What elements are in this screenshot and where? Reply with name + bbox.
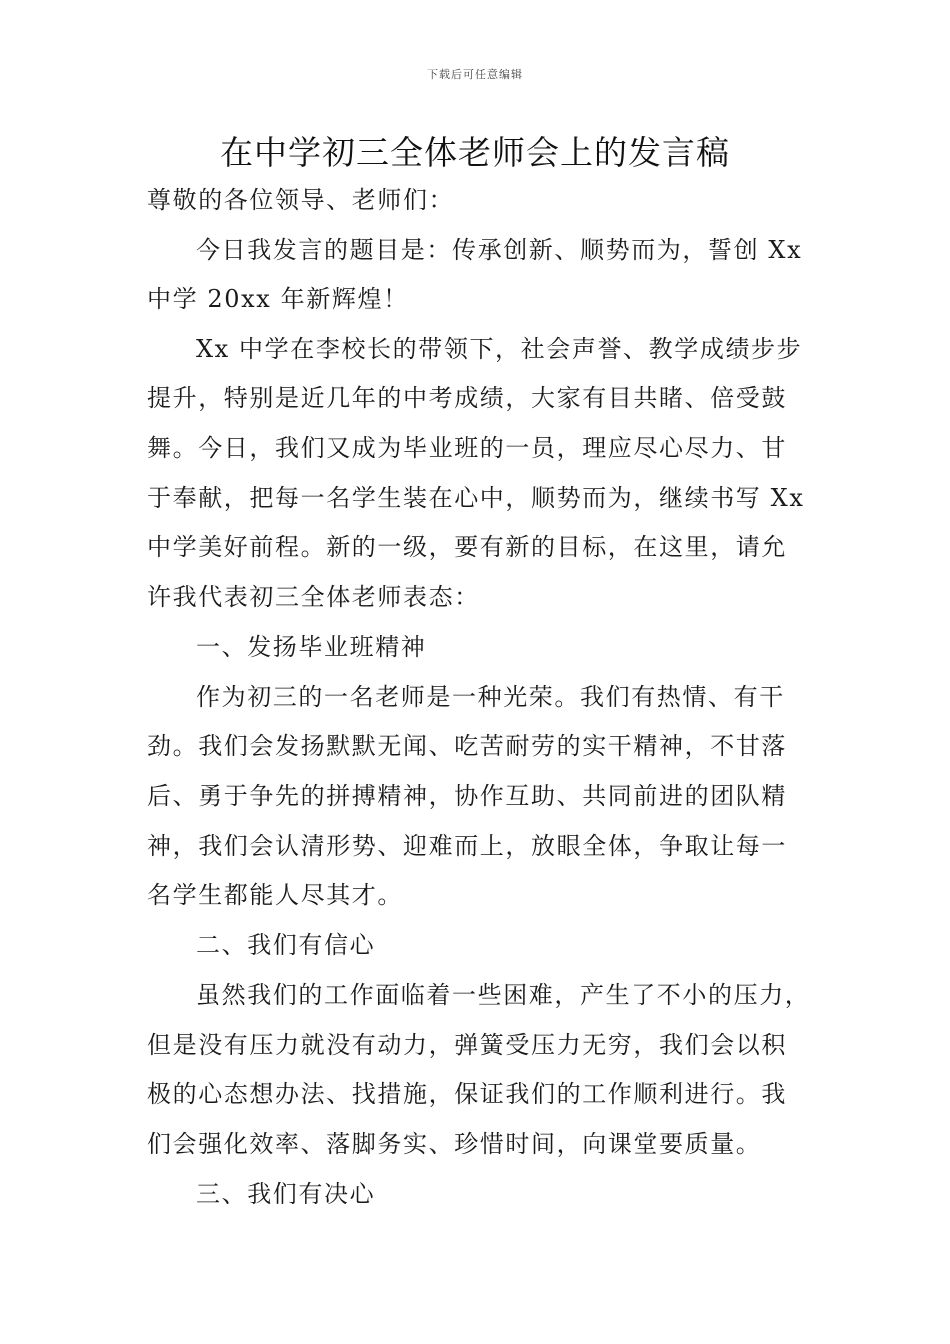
paragraph-line: 中学 20xx 年新辉煌！ — [147, 285, 409, 313]
paragraph-line: 中学美好前程。新的一级，要有新的目标，在这里，请允 — [147, 533, 787, 561]
paragraph-line: 后、勇于争先的拼搏精神，协作互助、共同前进的团队精 — [147, 782, 787, 810]
section-heading: 二、我们有信心 — [196, 931, 376, 959]
document-title: 在中学初三全体老师会上的发言稿 — [220, 133, 730, 172]
paragraph-line: 许我代表初三全体老师表态： — [147, 583, 480, 611]
paragraph-line: 极的心态想办法、找措施，保证我们的工作顺利进行。我 — [147, 1080, 787, 1108]
paragraph-line: 今日我发言的题目是：传承创新、顺势而为，誓创 Xx — [196, 236, 803, 264]
paragraph-line: 名学生都能人尽其才。 — [147, 881, 403, 909]
paragraph-line: 们会强化效率、落脚务实、珍惜时间，向课堂要质量。 — [147, 1130, 762, 1158]
paragraph-line: 于奉献，把每一名学生装在心中，顺势而为，继续书写 Xx — [147, 484, 805, 512]
paragraph-line: 劲。我们会发扬默默无闻、吃苦耐劳的实干精神，不甘落 — [147, 732, 787, 760]
paragraph-line: 虽然我们的工作面临着一些困难，产生了不小的压力， — [196, 981, 811, 1009]
salutation: 尊敬的各位领导、老师们： — [147, 186, 455, 214]
paragraph-line: 神，我们会认清形势、迎难而上，放眼全体，争取让每一 — [147, 832, 787, 860]
page-header-note: 下载后可任意编辑 — [427, 68, 523, 81]
section-heading: 一、发扬毕业班精神 — [196, 633, 427, 661]
paragraph-line: 但是没有压力就没有动力，弹簧受压力无穷，我们会以积 — [147, 1031, 787, 1059]
paragraph-line: 舞。今日，我们又成为毕业班的一员，理应尽心尽力、甘 — [147, 434, 787, 462]
paragraph-line: Xx 中学在李校长的带领下，社会声誉、教学成绩步步 — [196, 335, 803, 363]
paragraph-line: 提升，特别是近几年的中考成绩，大家有目共睹、倍受鼓 — [147, 384, 787, 412]
section-heading: 三、我们有决心 — [196, 1180, 376, 1208]
paragraph-line: 作为初三的一名老师是一种光荣。我们有热情、有干 — [196, 683, 785, 711]
